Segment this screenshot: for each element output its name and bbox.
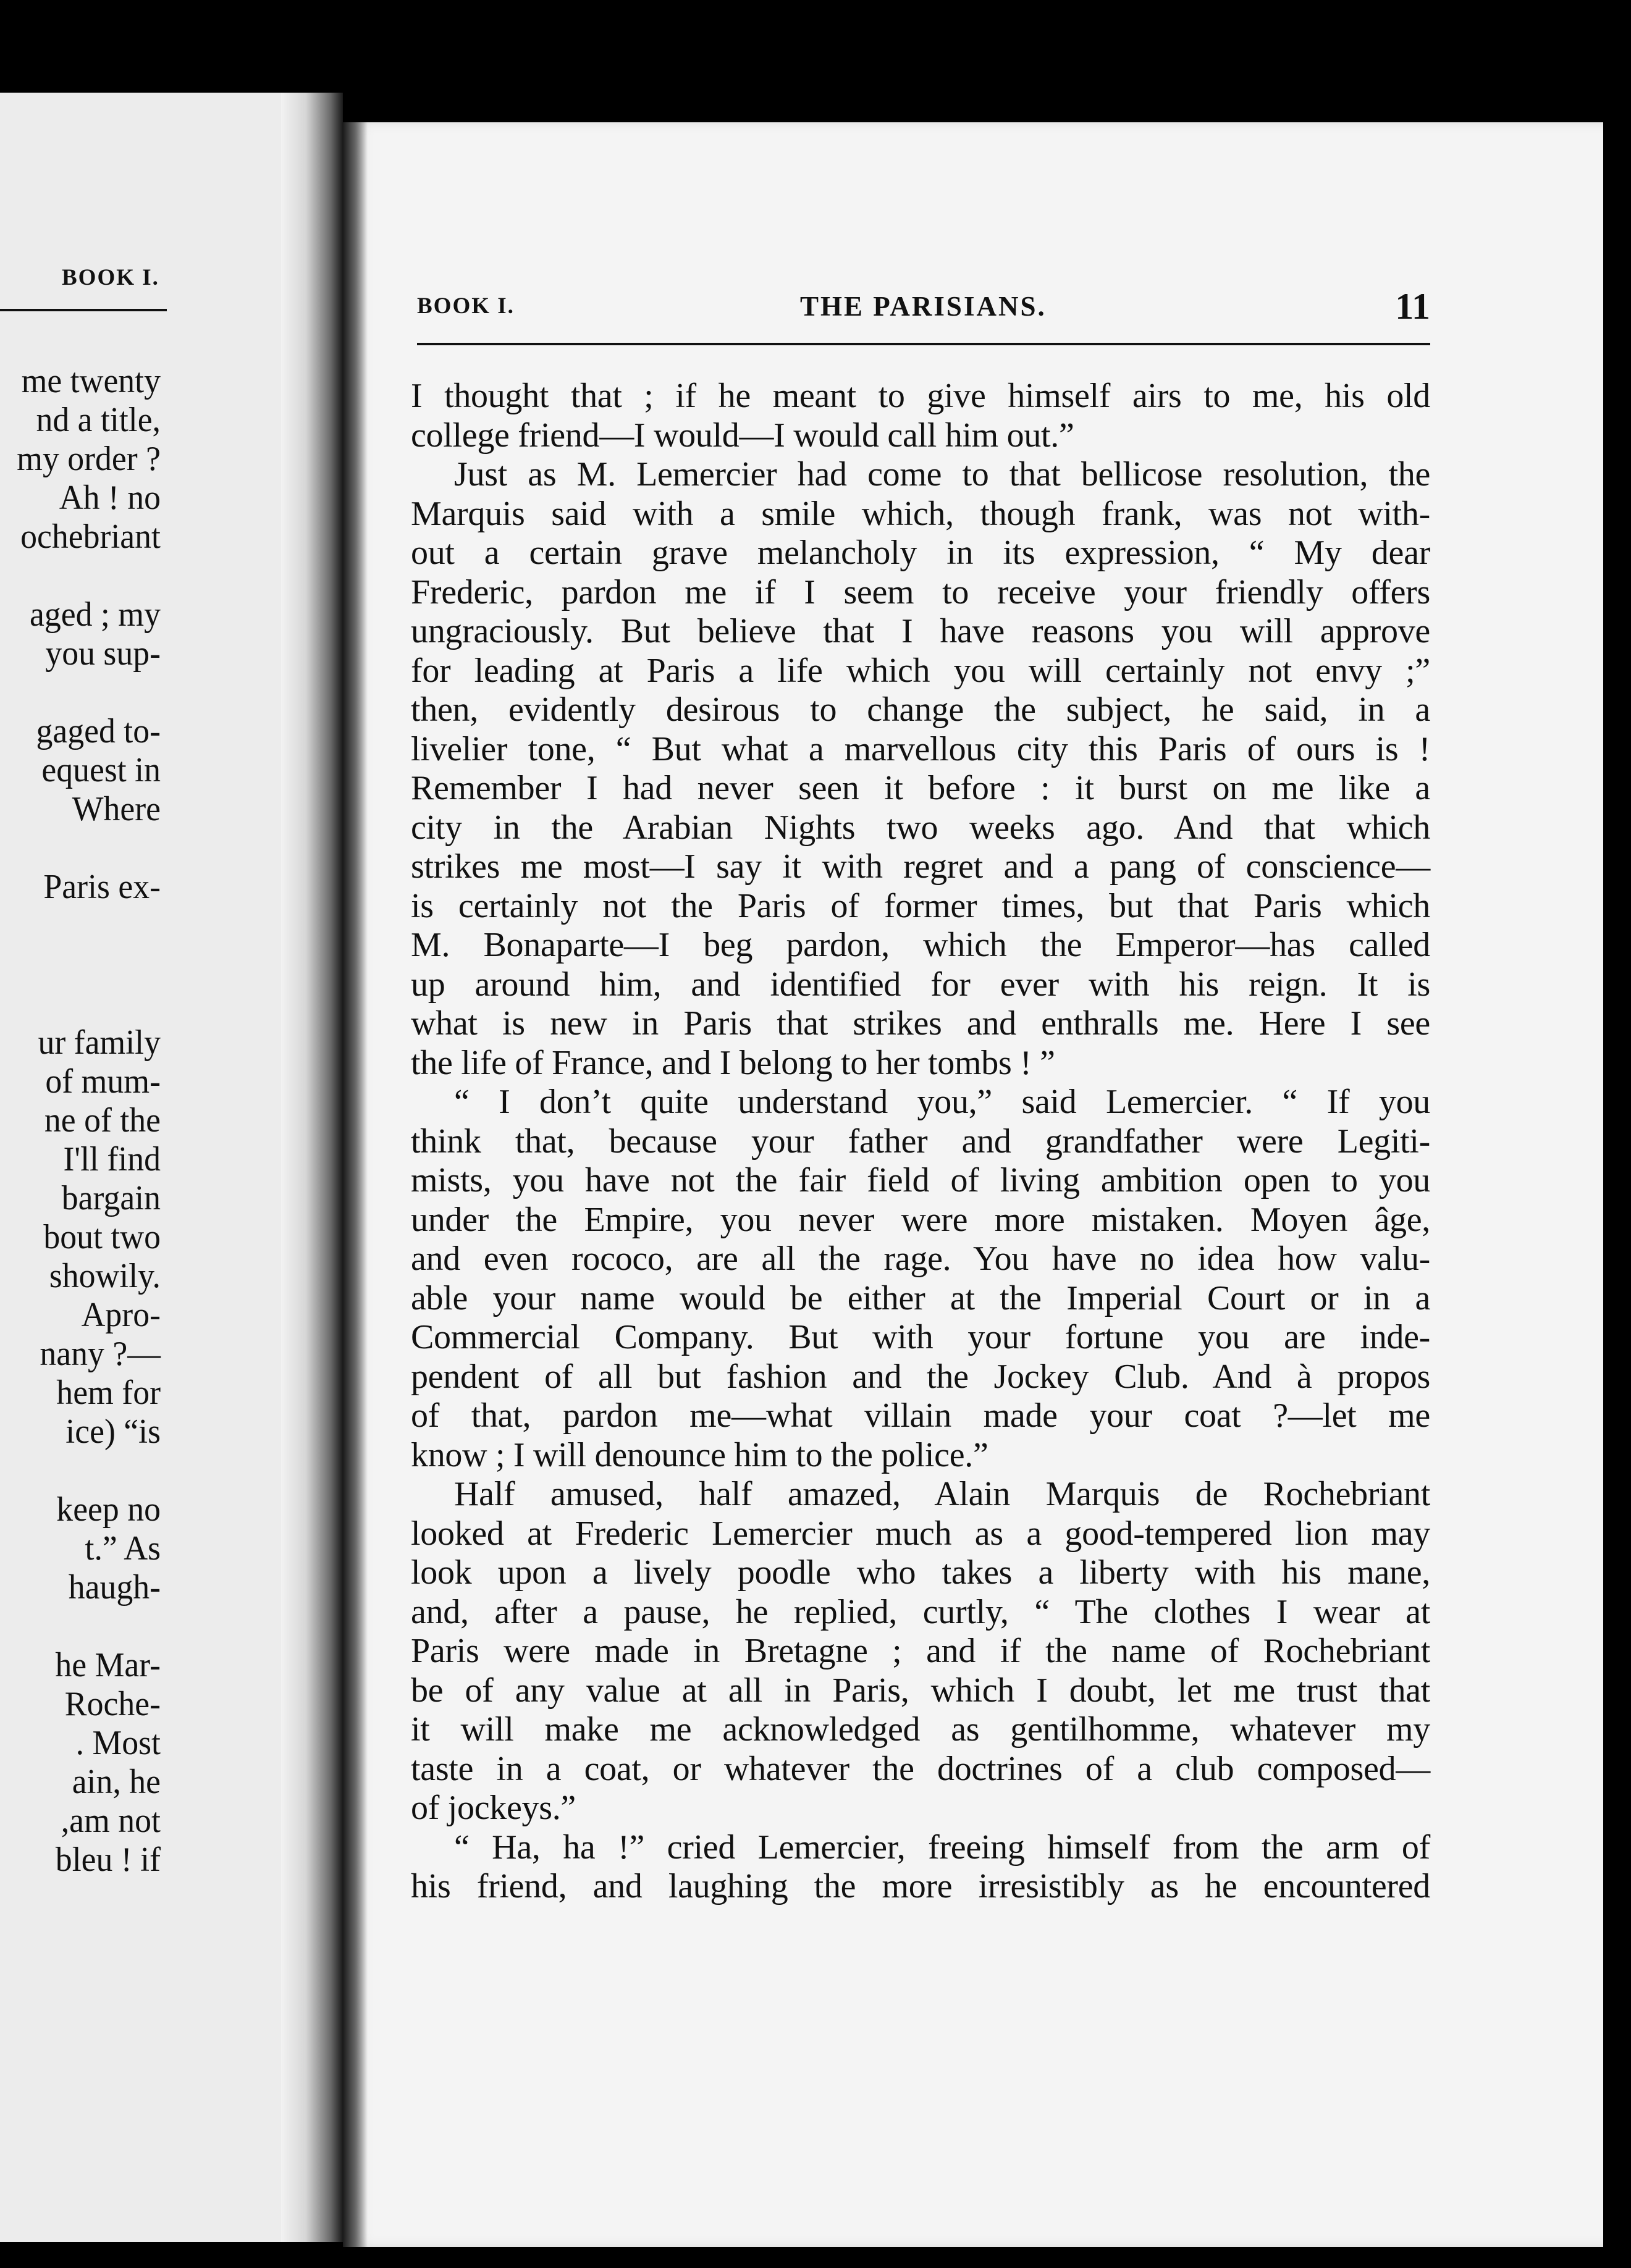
- left-page-gutter: [281, 93, 343, 2242]
- text-line: Remember I had never seen it before : it burst on me like a: [411, 769, 1430, 807]
- left-text-line: he Mar-: [55, 1646, 161, 1684]
- left-text-line: ice) “is: [65, 1413, 161, 1451]
- left-text-line: ne of the: [44, 1101, 161, 1140]
- text-line: livelier tone, “ But what a marvellous city this Paris of ours is !: [411, 729, 1430, 768]
- left-text-line: Paris ex-: [43, 868, 161, 906]
- text-line: what is new in Paris that strikes and enthralls me. Here I see: [411, 1004, 1430, 1043]
- running-head: [417, 286, 1430, 334]
- text-line: city in the Arabian Nights two weeks ago. And that which: [411, 808, 1430, 847]
- left-text-line: you sup-: [45, 634, 161, 673]
- text-line: of that, pardon me—what villain made your coat ?—let me: [411, 1396, 1430, 1435]
- left-text-line: ur family: [38, 1023, 161, 1062]
- left-text-line: [6, 829, 161, 868]
- left-text-line: Where: [72, 790, 161, 828]
- left-text-line: ,am not: [61, 1802, 161, 1840]
- left-text-line: bout two: [43, 1218, 161, 1256]
- left-text-line: my order ?: [17, 440, 161, 478]
- text-line: it will make me acknowledged as gentilhomme, whatever my: [411, 1710, 1430, 1749]
- page-edge: [1603, 122, 1631, 2247]
- left-text-line: [6, 1607, 161, 1646]
- left-text-line: Apro-: [81, 1296, 161, 1334]
- left-text-line: [6, 556, 161, 595]
- text-line: M. Bonaparte—I beg pardon, which the Emperor—has called: [411, 926, 1430, 964]
- left-text-line: hem for: [56, 1374, 161, 1412]
- text-line: pendent of all but fashion and the Jockey Club. And à propos: [411, 1357, 1430, 1396]
- text-line: Just as M. Lemercier had come to that bellicose resolution, the: [454, 455, 1430, 494]
- text-line: be of any value at all in Paris, which I doubt, let me trust that: [411, 1671, 1430, 1710]
- left-text-line: ochebriant: [20, 518, 161, 556]
- left-header-rule: [0, 309, 167, 311]
- text-line: Half amused, half amazed, Alain Marquis de Rochebriant: [454, 1475, 1430, 1513]
- left-text-line: [6, 673, 161, 712]
- text-line: mists, you have not the fair field of living ambition open to you: [411, 1161, 1430, 1199]
- left-text-line: nany ?—: [40, 1335, 161, 1373]
- text-line: and even rococo, are all the rage. You have no idea how valu-: [411, 1240, 1430, 1278]
- header-rule: [417, 343, 1430, 345]
- text-line: strikes me most—I say it with regret and a pang of conscience—: [411, 847, 1430, 886]
- text-line: “ Ha, ha !” cried Lemercier, freeing himself from the arm of: [454, 1828, 1430, 1867]
- left-text-line: t.” As: [85, 1529, 161, 1568]
- text-line: know ; I will denounce him to the police.”: [411, 1435, 988, 1474]
- left-text-line: ain, he: [72, 1763, 161, 1801]
- text-line: Marquis said with a smile which, though frank, was not with-: [411, 494, 1430, 533]
- text-line: Frederic, pardon me if I seem to receive your friendly offers: [411, 573, 1430, 611]
- text-line: up around him, and identified for ever with his reign. It is: [411, 965, 1430, 1004]
- text-line: Commercial Company. But with your fortune you are inde-: [411, 1318, 1430, 1356]
- left-text-line: me twenty: [21, 362, 161, 400]
- left-page-text: [0, 362, 161, 1880]
- left-text-line: nd a title,: [36, 401, 161, 439]
- left-text-line: gaged to-: [36, 712, 161, 750]
- text-line: think that, because your father and grandfather were Legiti-: [411, 1122, 1430, 1161]
- left-text-line: keep no: [56, 1490, 161, 1529]
- page-number: 11: [1395, 286, 1430, 327]
- left-text-line: aged ; my: [30, 595, 161, 634]
- left-text-line: haugh-: [68, 1568, 161, 1606]
- text-line: under the Empire, you never were more mistaken. Moyen âge,: [411, 1200, 1430, 1239]
- text-line: his friend, and laughing the more irresistibly as he encountered: [411, 1867, 1430, 1905]
- left-text-line: . Most: [75, 1724, 161, 1762]
- text-line: is certainly not the Paris of former times, but that Paris which: [411, 886, 1430, 925]
- left-text-line: [6, 946, 161, 985]
- text-line: Paris were made in Bretagne ; and if the name of Rochebriant: [411, 1632, 1430, 1670]
- text-line: ungraciously. But believe that I have reasons you will approve: [411, 612, 1430, 650]
- running-head-book: BOOK I.: [417, 293, 515, 319]
- text-line: and, after a pause, he replied, curtly, “ The clothes I wear at: [411, 1592, 1430, 1631]
- left-text-line: I'll find: [63, 1140, 161, 1178]
- left-text-line: Ah ! no: [59, 479, 161, 517]
- left-text-line: showily.: [49, 1257, 161, 1295]
- text-line: I thought that ; if he meant to give himself airs to me, his old: [411, 377, 1430, 415]
- running-head-title: THE PARISIANS.: [800, 291, 1047, 322]
- left-running-head: BOOK I.: [62, 265, 159, 290]
- spine-shadow: [343, 122, 368, 2247]
- body-text: [411, 377, 1430, 1907]
- left-text-line: [6, 1451, 161, 1490]
- text-line: out a certain grave melancholy in its expression, “ My dear: [411, 534, 1430, 572]
- left-text-line: bleu ! if: [55, 1841, 161, 1879]
- text-line: then, evidently desirous to change the subject, he said, in a: [411, 691, 1430, 729]
- text-line: taste in a coat, or whatever the doctrines of a club composed—: [411, 1749, 1430, 1788]
- text-line: looked at Frederic Lemercier much as a good-tempered lion may: [411, 1514, 1430, 1553]
- left-text-line: equest in: [41, 751, 161, 789]
- left-text-line: Roche-: [64, 1685, 161, 1723]
- left-text-line: [6, 985, 161, 1023]
- text-line: for leading at Paris a life which you will certainly not envy ;”: [411, 651, 1430, 690]
- text-line: of jockeys.”: [411, 1789, 576, 1827]
- text-line: the life of France, and I belong to her tombs ! ”: [411, 1043, 1055, 1082]
- text-line: college friend—I would—I would call him out.”: [411, 416, 1074, 455]
- left-text-line: bargain: [61, 1179, 161, 1217]
- left-text-line: [6, 907, 161, 946]
- text-line: able your name would be either at the Imperial Court or in a: [411, 1279, 1430, 1317]
- text-line: look upon a lively poodle who takes a liberty with his mane,: [411, 1553, 1430, 1592]
- text-line: “ I don’t quite understand you,” said Lemercier. “ If you: [454, 1083, 1430, 1121]
- left-text-line: of mum-: [45, 1062, 161, 1101]
